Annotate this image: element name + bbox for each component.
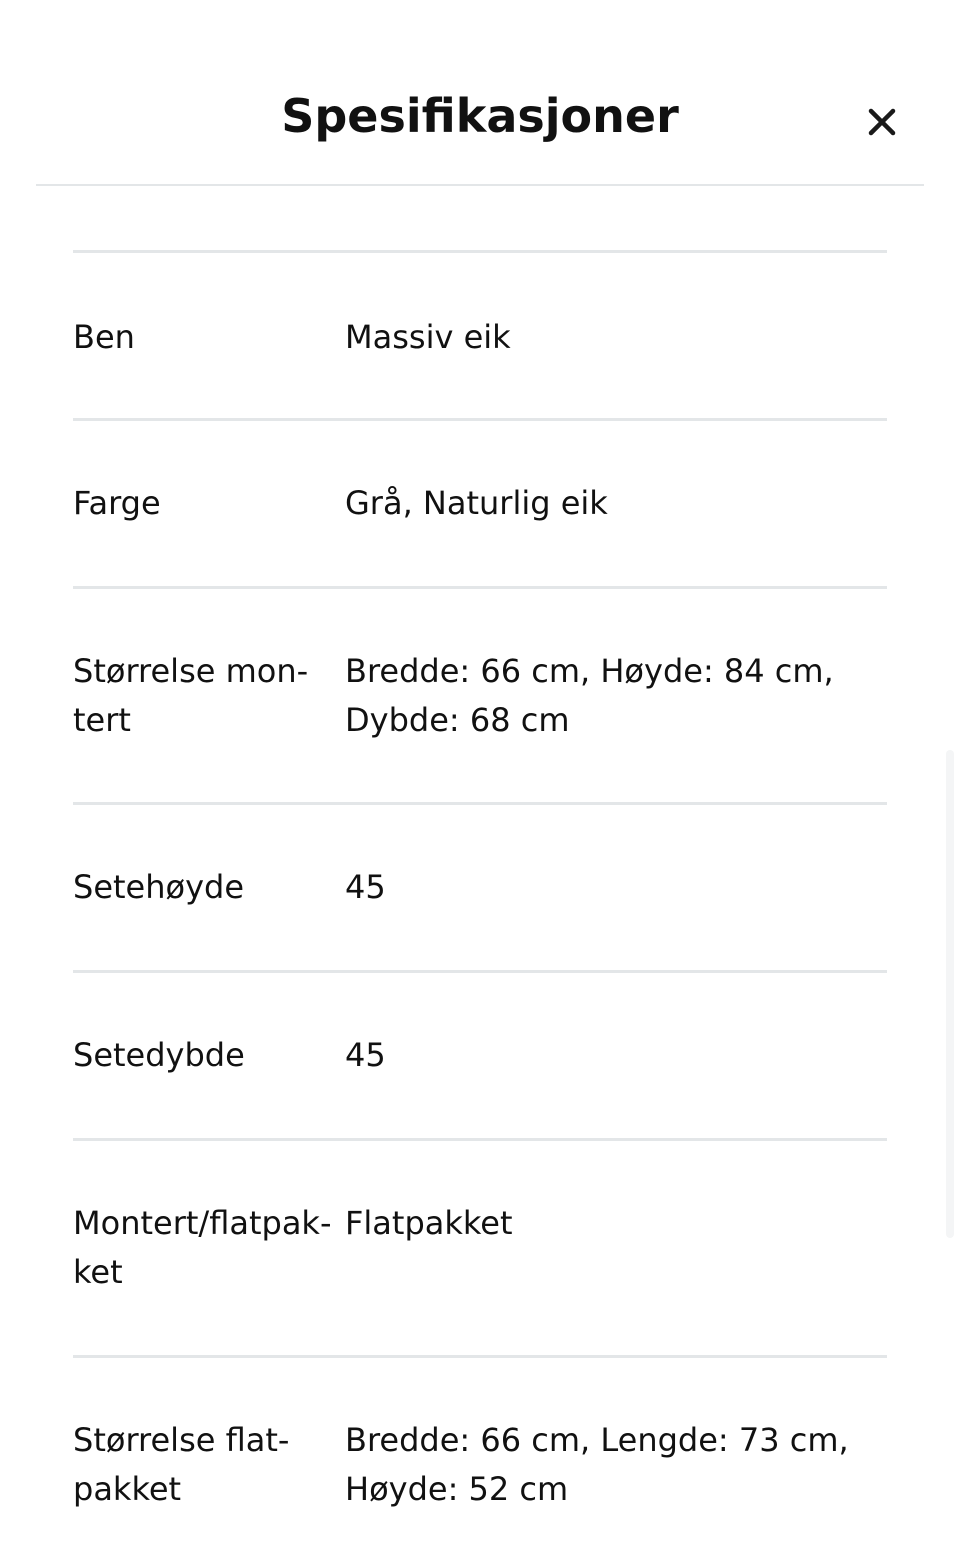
spec-label: Setedybde bbox=[73, 1036, 245, 1074]
close-button[interactable] bbox=[860, 94, 904, 142]
spec-label: Montert/flatpak- ket bbox=[73, 1204, 332, 1291]
spec-label: Setehøyde bbox=[73, 868, 245, 906]
spec-row-storrelse-flatpakket bbox=[73, 1355, 887, 1568]
spec-row-farge bbox=[73, 418, 887, 586]
spec-value: Bredde: 66 cm, Lengde: 73 cm, Høyde: 52 cm bbox=[345, 1421, 849, 1508]
spec-list bbox=[73, 250, 887, 1568]
spec-value: Flatpakket bbox=[345, 1204, 513, 1242]
spec-label: Farge bbox=[73, 484, 161, 522]
spec-row-storrelse-montert bbox=[73, 586, 887, 802]
scrollbar[interactable] bbox=[946, 750, 954, 1238]
close-icon bbox=[868, 108, 896, 136]
spec-row-setehoyde bbox=[73, 802, 887, 970]
spec-value: Grå, Naturlig eik bbox=[345, 484, 608, 522]
spec-value: Massiv eik bbox=[345, 318, 511, 356]
spec-label: Størrelse mon- tert bbox=[73, 652, 309, 739]
spec-label: Størrelse flat- pakket bbox=[73, 1421, 290, 1508]
spec-value: Bredde: 66 cm, Høyde: 84 cm, Dybde: 68 cm bbox=[345, 652, 834, 739]
spec-value: 45 bbox=[345, 1036, 386, 1074]
spec-label: Ben bbox=[73, 318, 135, 356]
dialog-header bbox=[36, 0, 924, 186]
spec-value: 45 bbox=[345, 868, 386, 906]
spec-row-setedybde bbox=[73, 970, 887, 1138]
spec-row-montert-flatpakket bbox=[73, 1138, 887, 1355]
dialog-title: Spesifikasjoner bbox=[281, 89, 679, 143]
spec-row-ben bbox=[73, 250, 887, 418]
